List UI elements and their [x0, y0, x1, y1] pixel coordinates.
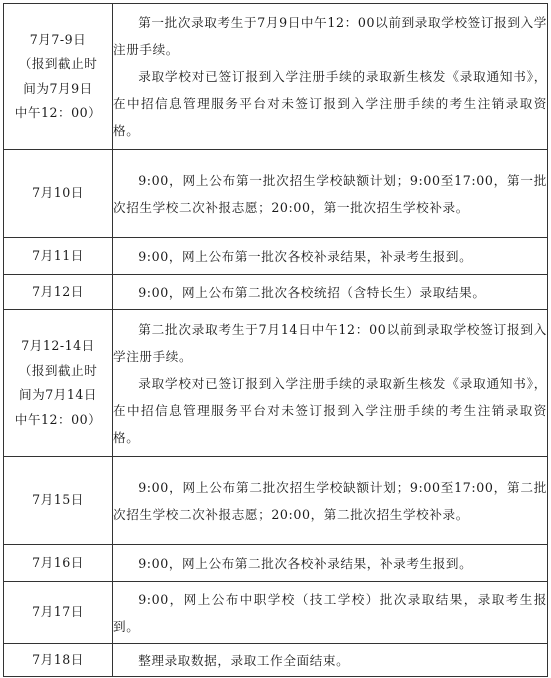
description-paragraph: 9:00，网上公布第二批次招生学校缺额计划；9:00至17:00，第二批次招生学校二次补报志愿；20:00，第二批次招生学校补录。 [113, 479, 547, 522]
table-row [4, 238, 548, 275]
description-cell [113, 457, 548, 545]
date-line: 7月7-9日 [29, 31, 87, 47]
table-row [4, 4, 548, 150]
admission-schedule-table [3, 3, 548, 677]
date-line: 间为7月14日 [19, 387, 97, 402]
date-line: 7月12日 [32, 283, 84, 299]
description-paragraph: 9:00，网上公布第二批次各校补录结果，补录考生报到。 [138, 555, 473, 571]
date-line: 7月15日 [32, 492, 84, 508]
date-cell [4, 238, 113, 275]
date-line: 7月11日 [32, 247, 84, 263]
description-cell [113, 4, 548, 150]
table-row [4, 310, 548, 457]
table-row [4, 275, 548, 310]
description-paragraph: 9:00，网上公布中职学校（技工学校）批次录取结果，录取考生报到。 [113, 591, 547, 634]
date-line: 间为7月9日 [23, 80, 93, 96]
date-cell [4, 457, 113, 545]
date-line: 7月18日 [32, 651, 84, 667]
date-cell [4, 275, 113, 310]
date-line: 7月10日 [32, 185, 84, 201]
description-cell [113, 545, 548, 582]
description-cell [113, 238, 548, 275]
description-paragraph: 录取学校对已签订报到入学注册手续的录取新生核发《录取通知书》，在中招信息管理服务平台对未签订报到入学注册手续的考生注销录取资格。 [113, 375, 547, 445]
description-paragraph: 录取学校对已签订报到入学注册手续的录取新生核发《录取通知书》，在中招信息管理服务平台对未签订报到入学注册手续的考生注销录取资格。 [113, 69, 547, 138]
description-cell [113, 150, 548, 238]
date-line: （报到截止时 [18, 362, 98, 378]
description-cell [113, 582, 548, 644]
description-paragraph: 第一批次录取考生于7月9日中午12：00以前到录取学校签订报到入学注册手续。 [113, 15, 547, 57]
date-line: 中午12：00） [14, 411, 102, 427]
date-cell [4, 644, 113, 677]
table-row [4, 457, 548, 545]
description-paragraph: 9:00，网上公布第一批次各校补录结果，补录考生报到。 [138, 248, 473, 264]
date-cell [4, 582, 113, 644]
date-line: 7月17日 [32, 604, 84, 620]
table-row [4, 545, 548, 582]
description-cell [113, 310, 548, 457]
description-paragraph: 9:00，网上公布第一批次招生学校缺额计划；9:00至17:00，第一批次招生学校二次补报志愿；20:00，第一批次招生学校补录。 [113, 172, 547, 215]
description-cell [113, 275, 548, 310]
date-cell [4, 310, 113, 457]
description-paragraph: 第二批次录取考生于7月14日中午12：00以前到录取学校签订报到入学注册手续。 [113, 321, 547, 364]
table-row [4, 582, 548, 644]
table-row [4, 150, 548, 238]
date-cell [4, 4, 113, 150]
date-line: 7月16日 [32, 554, 84, 570]
date-line: （报到截止时 [18, 56, 98, 71]
date-cell [4, 150, 113, 238]
description-paragraph: 整理录取数据，录取工作全面结束。 [138, 652, 350, 668]
description-cell [113, 644, 548, 677]
date-line: 中午12：00） [14, 105, 102, 120]
date-line: 7月12-14日 [21, 338, 95, 353]
table-row [4, 644, 548, 677]
description-paragraph: 9:00，网上公布第二批次各校统招（含特长生）录取结果。 [138, 284, 486, 300]
date-cell [4, 545, 113, 582]
